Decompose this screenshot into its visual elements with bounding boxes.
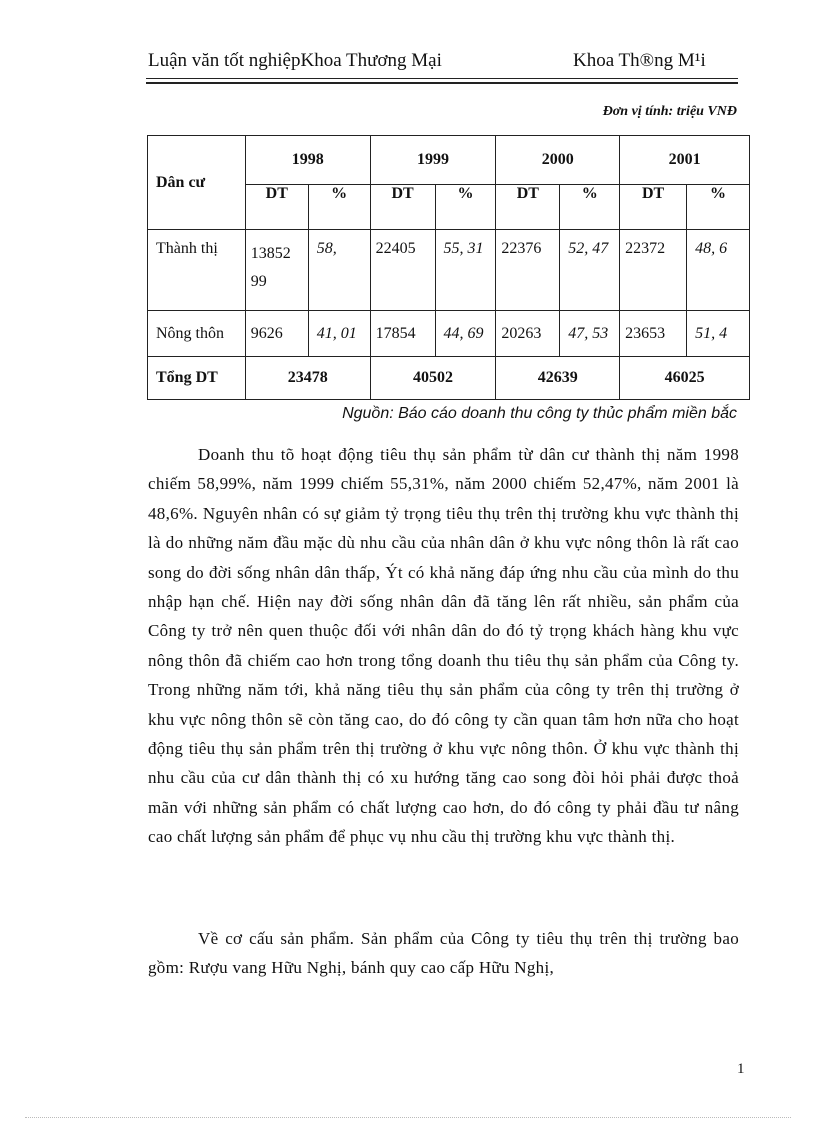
page-bottom-rule — [25, 1117, 791, 1118]
total-value: 42639 — [496, 357, 620, 400]
table-cell: 22372 — [620, 230, 687, 311]
sub-header-dt: DT — [245, 185, 308, 230]
row-label: Nông thôn — [148, 311, 246, 357]
table-cell: 58, — [308, 230, 370, 311]
table-cell: 41, 01 — [308, 311, 370, 357]
table-cell: 17854 — [370, 311, 435, 357]
revenue-table — [147, 135, 750, 400]
table-cell: 48, 6 — [687, 230, 750, 311]
running-header-left: Luận văn tốt nghiệpKhoa Thương Mại — [148, 50, 442, 71]
table-row — [148, 311, 750, 357]
sub-header-dt: DT — [370, 185, 435, 230]
body-paragraph: Doanh thu tõ hoạt động tiêu thụ sản phẩm từ dân cư thành thị năm 1998 chiếm 58,99%, năm 1999 chiếm 55,31%, năm 2000 chiếm 52,47%, năm 2001 là 48,6%. Nguyên nhân có sự giảm tỷ trọng tiêu thụ trên thị trường khu vực thành thị là do những năm đầu mặc dù nhu cầu của nhân dân ở khu vực nông thôn là rất cao song do đời sống nhân dân thấp, Ýt có khả năng đáp ứng nhu cầu của mình do thu nhập hạn chế. Hiện nay đời sống nhân dân đã tăng lên rất nhiều, sản phẩm của Công ty trở nên quen thuộc đối với nhân dân do đó tỷ trọng khách hàng khu vực nông thôn đã chiếm cao hơn trong tổng doanh thu tiêu thụ sản phẩm của Công ty. Trong những năm tới, khả năng tiêu thụ sản phẩm của công ty trên thị trường ở khu vực nông thôn sẽ còn tăng cao, do đó công ty cần quan tâm hơn nữa cho hoạt động tiêu thụ sản phẩm trên thị trường ở khu vực nông thôn. Ở khu vực thành thị nhu cầu của cư dân thành thị có xu hướng tăng cao song đòi hỏi phải được thoả mãn với những sản phẩm có chất lượng cao hơn, do đó công ty phải đầu tư nâng cao chất lượng sản phẩm để phục vụ nhu cầu thị trường khu vực thành thị. — [148, 445, 739, 847]
unit-note: Đơn vị tính: triệu VNĐ — [602, 104, 737, 119]
table-cell — [245, 230, 308, 311]
total-value: 40502 — [370, 357, 496, 400]
table-cell: 47, 53 — [560, 311, 620, 357]
page-number: 1 — [737, 1061, 745, 1077]
sub-header-dt: DT — [496, 185, 560, 230]
table-row — [148, 230, 750, 311]
row-label: Thành thị — [148, 230, 246, 311]
total-label: Tổng DT — [148, 357, 246, 400]
table-cell: 9626 — [245, 311, 308, 357]
sub-header-percent: % — [435, 185, 496, 230]
header-rule-thick — [146, 82, 738, 84]
body-paragraph: Về cơ cấu sản phẩm. Sản phẩm của Công ty tiêu thụ trên thị trường bao gồm: Rượu vang Hữu Nghị, bánh quy cao cấp Hữu Nghị, — [148, 929, 739, 978]
table-cell: 51, 4 — [687, 311, 750, 357]
table-cell: 22376 — [496, 230, 560, 311]
year-header: 1999 — [370, 136, 496, 185]
table-cell: 52, 47 — [560, 230, 620, 311]
year-header: 2000 — [496, 136, 620, 185]
running-header-right: Khoa Th®ng M¹i — [573, 50, 706, 71]
table-source-note: Nguồn: Báo cáo doanh thu công ty thủc phẩm miền bắc — [342, 405, 737, 422]
table-cell: 22405 — [370, 230, 435, 311]
total-value: 46025 — [620, 357, 750, 400]
year-header: 2001 — [620, 136, 750, 185]
total-value: 23478 — [245, 357, 370, 400]
cell-value: 1385299 — [250, 245, 291, 290]
table-total-row — [148, 357, 750, 400]
sub-header-percent: % — [560, 185, 620, 230]
header-rule-thin — [146, 78, 738, 79]
table-cell: 20263 — [496, 311, 560, 357]
table-cell: 44, 69 — [435, 311, 496, 357]
table-header-label: Dân cư — [148, 136, 246, 230]
sub-header-percent: % — [308, 185, 370, 230]
sub-header-percent: % — [687, 185, 750, 230]
table-cell: 55, 31 — [435, 230, 496, 311]
table-cell: 23653 — [620, 311, 687, 357]
sub-header-dt: DT — [620, 185, 687, 230]
year-header: 1998 — [245, 136, 370, 185]
